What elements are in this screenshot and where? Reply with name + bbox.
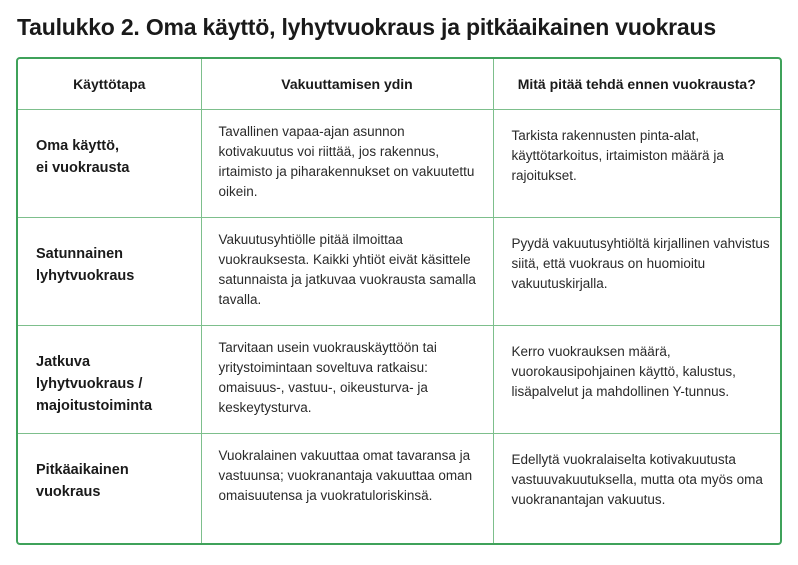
table-grid: [18, 59, 780, 545]
usage-type-text: Pitkäaikainen vuokraus: [36, 462, 129, 500]
header-usage-type: Käyttötapa: [18, 59, 201, 110]
table-row: [18, 110, 780, 218]
usage-type-text: Jatkuva lyhytvuokraus / majoitustoiminta: [36, 354, 153, 414]
usage-insurance-table: [16, 57, 782, 545]
before-renting-text: Pyydä vakuutusyhtiöltä kirjallinen vahvistus siitä, että vuokraus on huomioitu vakuutuskirjalla.: [511, 236, 770, 291]
usage-type-cell: [18, 218, 201, 326]
usage-type-text: Satunnainen lyhytvuokraus: [36, 246, 135, 284]
header-insurance-core: Vakuuttamisen ydin: [201, 59, 493, 110]
before-renting-cell: [493, 110, 780, 218]
insurance-core-text: Tarvitaan usein vuokrauskäyttöön tai yritystoimintaan soveltuva ratkaisu: omaisuus-, vastuu-, oikeusturva- ja keskeytysturva.: [218, 340, 437, 415]
before-renting-cell: [493, 434, 780, 546]
table-row: [18, 326, 780, 434]
usage-type-text: Oma käyttö, ei vuokrausta: [36, 138, 130, 176]
usage-type-cell: [18, 434, 201, 546]
insurance-core-cell: [201, 434, 493, 546]
header-before-renting: Mitä pitää tehdä ennen vuokrausta?: [493, 59, 780, 110]
insurance-core-cell: [201, 326, 493, 434]
insurance-core-text: Tavallinen vapaa-ajan asunnon kotivakuutus voi riittää, jos rakennus, irtaimisto ja piharakennukset on vakuutettu oikein.: [218, 124, 475, 199]
table-header-row: [18, 59, 780, 110]
table-row: [18, 434, 780, 546]
table-row: [18, 218, 780, 326]
before-renting-text: Kerro vuokrauksen määrä, vuorokausipohjainen käyttö, kalustus, lisäpalvelut ja mahdollinen Y-tunnus.: [511, 344, 736, 399]
insurance-core-cell: [201, 110, 493, 218]
insurance-core-text: Vakuutusyhtiölle pitää ilmoittaa vuokrauksesta. Kaikki yhtiöt eivät käsittele satunnaista ja jatkuvaa vuokrausta samalla tavalla.: [218, 232, 476, 307]
insurance-core-cell: [201, 218, 493, 326]
usage-type-cell: [18, 326, 201, 434]
before-renting-cell: [493, 218, 780, 326]
document-title: Taulukko 2. Oma käyttö, lyhytvuokraus ja pitkäaikainen vuokraus: [17, 14, 716, 40]
before-renting-cell: [493, 326, 780, 434]
before-renting-text: Edellytä vuokralaiselta kotivakuutusta vastuuvakuutuksella, mutta ota myös oma vuokranantajan vakuutus.: [511, 452, 763, 507]
insurance-core-text: Vuokralainen vakuuttaa omat tavaransa ja vastuunsa; vuokranantaja vakuuttaa oman omaisuutensa ja vuokratuloriskinsä.: [218, 448, 473, 503]
usage-type-cell: [18, 110, 201, 218]
before-renting-text: Tarkista rakennusten pinta-alat, käyttötarkoitus, irtaimiston määrä ja rajoitukset.: [511, 128, 724, 183]
